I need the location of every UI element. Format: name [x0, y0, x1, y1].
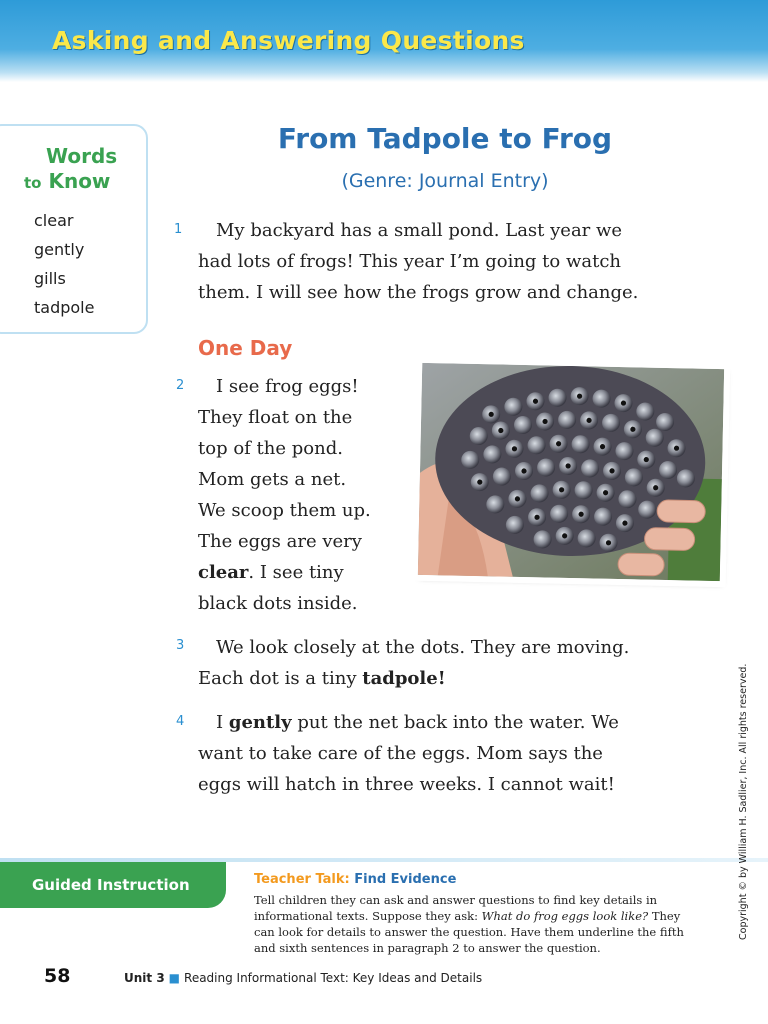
paragraph-2-line-3: top of the pond.	[198, 438, 343, 459]
words-to-know-title	[10, 144, 117, 196]
frog-eggs-photo	[418, 363, 724, 581]
paragraph-3-line-2-start: Each dot is a tiny	[198, 668, 357, 689]
paragraph-2	[198, 371, 413, 619]
paragraph-4-line-1	[198, 707, 718, 738]
paragraph-1-line-1: My backyard has a small pond. Last year we	[216, 220, 623, 241]
paragraph-2-line-7	[198, 557, 413, 588]
paragraph-4-line-3: eggs will hatch in three weeks. I cannot wait!	[198, 774, 615, 795]
vocab-word-gills: gills	[34, 269, 66, 288]
page-number: 58	[44, 965, 71, 987]
paragraph-4-line-2: want to take care of the eggs. Mom says the	[198, 743, 603, 764]
words-title-line1: Words	[46, 144, 118, 168]
teacher-talk-label: Teacher Talk:	[254, 872, 350, 887]
teacher-text-part-1: Tell children they can ask and answer questions to find key details in informational texts. Suppose they ask:	[254, 893, 658, 923]
paragraph-2-line-7-rest: . I see tiny	[248, 562, 344, 583]
paragraph-2-line-6: The eggs are very	[198, 531, 362, 552]
vocab-word-gently: gently	[34, 240, 85, 259]
page-header-title: Asking and Answering Questions	[52, 26, 525, 55]
vocab-bold-gently: gently	[228, 712, 292, 733]
paragraph-4-line-1-start: I	[216, 712, 224, 733]
vocabulary-list	[34, 206, 94, 322]
paragraph-number-4: 4	[176, 714, 185, 729]
teacher-text-italic: What do frog eggs look like?	[481, 909, 649, 923]
paragraph-2-line-1: I see frog eggs!	[216, 376, 359, 397]
vocab-word-clear: clear	[34, 211, 74, 230]
paragraph-3-line-2	[198, 663, 718, 694]
teacher-talk-topic: Find Evidence	[354, 872, 457, 887]
unit-footer	[124, 971, 482, 985]
vocab-bold-clear: clear	[198, 562, 249, 583]
words-title-to: to	[24, 174, 42, 192]
copyright-notice: Copyright © by William H. Sadlier, Inc. All rights reserved.	[738, 663, 749, 940]
paragraph-2-line-2: They float on the	[198, 407, 353, 428]
unit-label: Unit 3	[124, 971, 165, 985]
guided-instruction-tab: Guided Instruction	[0, 862, 226, 908]
paragraph-2-line-4: Mom gets a net.	[198, 469, 347, 490]
teacher-talk-heading	[254, 872, 684, 888]
unit-description: Reading Informational Text: Key Ideas and Details	[184, 971, 483, 985]
paragraph-3	[198, 632, 718, 694]
paragraph-3-line-1: We look closely at the dots. They are moving.	[216, 637, 630, 658]
teacher-talk-text	[254, 892, 684, 956]
teacher-talk-box	[254, 872, 684, 956]
vocab-bold-tadpole: tadpole!	[362, 668, 446, 689]
paragraph-4-line-1-rest: put the net back into the water. We	[297, 712, 619, 733]
section-subheading: One Day	[198, 336, 293, 360]
teacher-text-part-2: They can look for details to answer the question. Have them underline the fifth and sixth sentences in paragraph 2 to answer the question.	[254, 909, 684, 955]
paragraph-number-1: 1	[174, 222, 183, 237]
words-to-know-box	[0, 124, 148, 334]
story-title: From Tadpole to Frog	[277, 122, 613, 155]
paragraph-1-line-3: them. I will see how the frogs grow and change.	[198, 282, 639, 303]
words-title-know: Know	[48, 169, 111, 193]
vocab-word-tadpole: tadpole	[34, 298, 95, 317]
paragraph-1	[198, 215, 718, 308]
paragraph-number-3: 3	[176, 638, 185, 653]
paragraph-number-2: 2	[176, 378, 185, 393]
paragraph-4	[198, 707, 718, 800]
paragraph-2-line-5: We scoop them up.	[198, 500, 371, 521]
story-genre: (Genre: Journal Entry)	[341, 170, 549, 192]
words-title-line2	[10, 169, 117, 196]
paragraph-2-line-8: black dots inside.	[198, 593, 358, 614]
paragraph-1-line-2: had lots of frogs! This year I’m going to watch	[198, 251, 621, 272]
bullet-square-icon: ■	[168, 971, 181, 985]
